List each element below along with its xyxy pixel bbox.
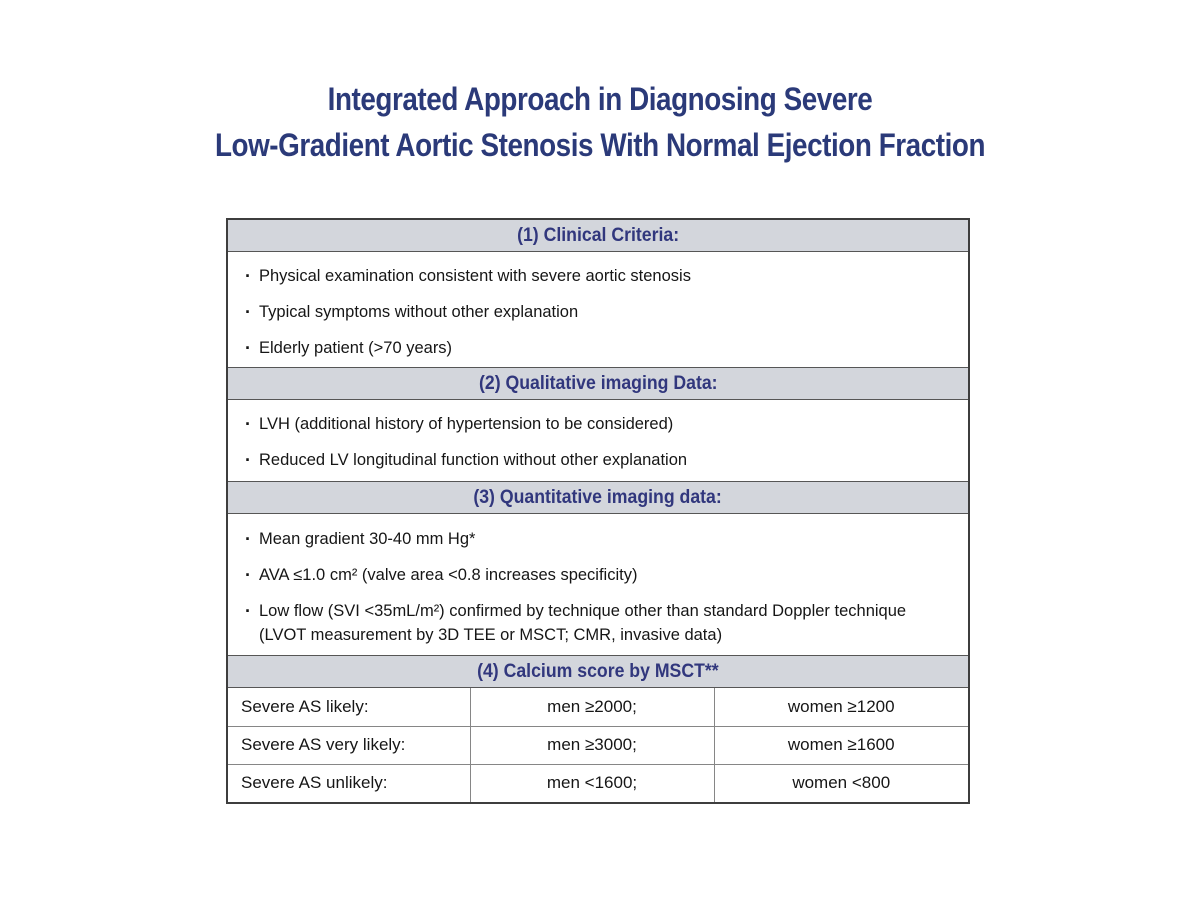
page-title <box>78 76 1122 168</box>
bullet-text: Physical examination consistent with severe aortic stenosis <box>259 267 691 285</box>
bullet-item <box>228 264 950 288</box>
section-header-label: (4) Calcium score by MSCT** <box>477 660 719 682</box>
bullet-text: Low flow (SVI <35mL/m²) confirmed by technique other than standard Doppler technique (LVOT measurement by 3D TEE or MSCT; CMR, invasive data) <box>259 602 907 644</box>
bullet-text: LVH (additional history of hypertension to be considered) <box>259 415 674 433</box>
bullet-text: Mean gradient 30-40 mm Hg* <box>259 530 476 548</box>
section-header-qualitative-imaging <box>228 367 968 400</box>
section-header-quantitative-imaging <box>228 481 968 514</box>
row-label: Severe AS likely: <box>228 688 470 726</box>
page-title-line-1: Integrated Approach in Diagnosing Severe <box>327 81 873 117</box>
calcium-score-table <box>228 688 968 802</box>
row-label: Severe AS unlikely: <box>228 764 470 802</box>
bullet-marker: · <box>245 266 251 286</box>
section-header-calcium-score <box>228 655 968 688</box>
section-header-clinical-criteria <box>228 220 968 252</box>
bullet-item <box>228 412 950 436</box>
bullet-marker: · <box>245 601 251 621</box>
women-value: women ≥1600 <box>714 726 968 764</box>
bullet-marker: · <box>245 529 251 549</box>
table-row <box>228 688 968 726</box>
table-row <box>228 726 968 764</box>
page-title-line-2: Low-Gradient Aortic Stenosis With Normal Ejection Fraction <box>214 127 986 163</box>
women-value: women ≥1200 <box>714 688 968 726</box>
row-label: Severe AS very likely: <box>228 726 470 764</box>
criteria-panel <box>226 218 970 804</box>
bullet-marker: · <box>245 338 251 358</box>
section-header-label: (2) Qualitative imaging Data: <box>478 372 718 394</box>
bullet-marker: · <box>245 450 251 470</box>
section-header-label: (3) Quantitative imaging data: <box>473 486 723 508</box>
bullet-item <box>228 563 950 587</box>
table-row <box>228 764 968 802</box>
section-body-quantitative-imaging <box>228 514 968 655</box>
bullet-text: AVA ≤1.0 cm² (valve area <0.8 increases specificity) <box>259 566 638 584</box>
section-body-qualitative-imaging <box>228 400 968 481</box>
bullet-item <box>228 599 950 647</box>
bullet-text: Typical symptoms without other explanation <box>259 303 579 321</box>
bullet-item <box>228 300 950 324</box>
section-body-clinical-criteria <box>228 252 968 367</box>
men-value: men ≥3000; <box>470 726 714 764</box>
men-value: men ≥2000; <box>470 688 714 726</box>
women-value: women <800 <box>714 764 968 802</box>
bullet-marker: · <box>245 565 251 585</box>
men-value: men <1600; <box>470 764 714 802</box>
bullet-marker: · <box>245 414 251 434</box>
bullet-marker: · <box>245 302 251 322</box>
bullet-text: Elderly patient (>70 years) <box>259 339 453 357</box>
bullet-item <box>228 527 950 551</box>
bullet-item <box>228 336 950 360</box>
section-header-label: (1) Clinical Criteria: <box>516 224 680 246</box>
bullet-item <box>228 448 950 472</box>
bullet-text: Reduced LV longitudinal function without other explanation <box>259 451 688 469</box>
